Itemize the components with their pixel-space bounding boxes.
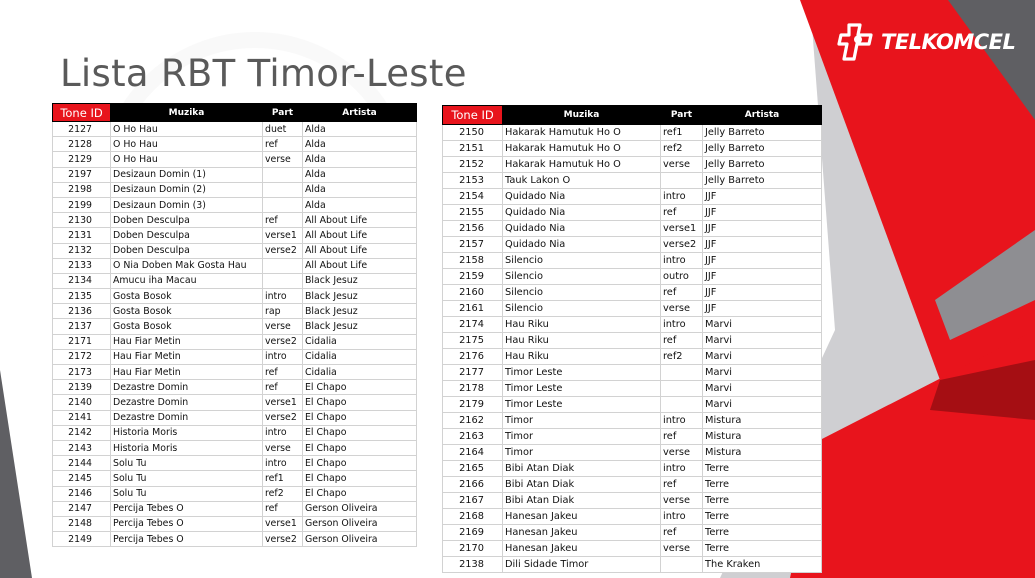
cell-artista: Terre	[703, 477, 822, 493]
cell-muzika: Silencio	[503, 301, 661, 317]
table-row	[443, 429, 822, 445]
cell-artista: Black Jesuz	[303, 319, 417, 334]
cell-tone-id: 2134	[53, 273, 111, 288]
cell-part: verse2	[263, 243, 303, 258]
cell-muzika: Hanesan Jakeu	[503, 509, 661, 525]
table-row	[443, 317, 822, 333]
table-row	[443, 461, 822, 477]
table-row	[443, 301, 822, 317]
cell-artista: Black Jesuz	[303, 304, 417, 319]
cell-part: ref1	[263, 471, 303, 486]
table-row	[443, 365, 822, 381]
cell-part: intro	[263, 349, 303, 364]
cell-muzika: Silencio	[503, 285, 661, 301]
rbt-table-left	[52, 103, 417, 547]
cell-artista: JJF	[703, 189, 822, 205]
table-row	[443, 541, 822, 557]
cell-tone-id: 2128	[53, 137, 111, 152]
cell-muzika: Silencio	[503, 253, 661, 269]
cell-part: verse	[661, 301, 703, 317]
cell-artista: Gerson Oliveira	[303, 516, 417, 531]
cell-tone-id: 2151	[443, 141, 503, 157]
cell-tone-id: 2178	[443, 381, 503, 397]
table-row	[53, 501, 417, 516]
cell-artista: El Chapo	[303, 440, 417, 455]
cell-part: duet	[263, 122, 303, 137]
table-row	[53, 365, 417, 380]
cell-artista: Terre	[703, 493, 822, 509]
cell-part: verse2	[263, 334, 303, 349]
column-header-part: Part	[263, 104, 303, 122]
cell-artista: JJF	[703, 285, 822, 301]
cell-artista: El Chapo	[303, 395, 417, 410]
cell-tone-id: 2136	[53, 304, 111, 319]
cell-muzika: Percija Tebes O	[111, 516, 263, 531]
cell-tone-id: 2140	[53, 395, 111, 410]
cell-artista: Terre	[703, 461, 822, 477]
column-header-part: Part	[661, 106, 703, 125]
cell-part: ref	[661, 205, 703, 221]
cell-tone-id: 2137	[53, 319, 111, 334]
brand-logo	[836, 22, 1015, 62]
page-title: Lista RBT Timor-Leste	[60, 52, 467, 95]
cell-muzika: Timor Leste	[503, 365, 661, 381]
cell-muzika: Quidado Nia	[503, 221, 661, 237]
cell-part: verse	[661, 493, 703, 509]
cell-artista: Black Jesuz	[303, 273, 417, 288]
cell-muzika: Doben Desculpa	[111, 243, 263, 258]
cell-artista: Black Jesuz	[303, 289, 417, 304]
cell-part: rap	[263, 304, 303, 319]
table-row	[443, 493, 822, 509]
cell-part: ref2	[661, 349, 703, 365]
cell-tone-id: 2177	[443, 365, 503, 381]
table-header-row	[443, 106, 822, 125]
table-row	[53, 471, 417, 486]
cell-tone-id: 2159	[443, 269, 503, 285]
table-row	[53, 289, 417, 304]
cell-muzika: O Ho Hau	[111, 137, 263, 152]
cell-muzika: Desizaun Domin (2)	[111, 182, 263, 197]
rbt-table-right	[442, 105, 822, 573]
table-row	[443, 221, 822, 237]
cell-muzika: Quidado Nia	[503, 205, 661, 221]
cell-part: verse	[661, 541, 703, 557]
cell-muzika: Percija Tebes O	[111, 532, 263, 547]
cell-part: intro	[661, 413, 703, 429]
cell-artista: Marvi	[703, 381, 822, 397]
cell-muzika: Desizaun Domin (1)	[111, 167, 263, 182]
cell-tone-id: 2162	[443, 413, 503, 429]
cell-muzika: Desizaun Domin (3)	[111, 197, 263, 212]
cell-artista: El Chapo	[303, 486, 417, 501]
cell-muzika: Bibi Atan Diak	[503, 461, 661, 477]
cell-tone-id: 2143	[53, 440, 111, 455]
table-row	[53, 456, 417, 471]
cell-tone-id: 2153	[443, 173, 503, 189]
cell-part: ref	[661, 285, 703, 301]
cell-artista: Terre	[703, 525, 822, 541]
cell-tone-id: 2165	[443, 461, 503, 477]
cell-tone-id: 2129	[53, 152, 111, 167]
cell-part: ref	[263, 137, 303, 152]
table-row	[53, 304, 417, 319]
cell-tone-id: 2138	[443, 557, 503, 573]
cell-tone-id: 2133	[53, 258, 111, 273]
cell-part: verse	[263, 319, 303, 334]
table-row	[53, 410, 417, 425]
table-row	[53, 197, 417, 212]
cell-muzika: Timor	[503, 413, 661, 429]
cell-artista: Marvi	[703, 333, 822, 349]
cell-artista: Jelly Barreto	[703, 173, 822, 189]
table-row	[443, 125, 822, 141]
cell-part: verse1	[263, 228, 303, 243]
table-row	[443, 477, 822, 493]
cell-tone-id: 2179	[443, 397, 503, 413]
cell-muzika: Gosta Bosok	[111, 319, 263, 334]
table-header-row	[53, 104, 417, 122]
table-row	[53, 122, 417, 137]
cell-muzika: Hau Fiar Metin	[111, 349, 263, 364]
cell-artista: Jelly Barreto	[703, 125, 822, 141]
cell-tone-id: 2168	[443, 509, 503, 525]
cell-muzika: Hanesan Jakeu	[503, 525, 661, 541]
cell-artista: Alda	[303, 197, 417, 212]
telkomcel-cross-icon	[836, 22, 880, 62]
cell-tone-id: 2147	[53, 501, 111, 516]
cell-tone-id: 2135	[53, 289, 111, 304]
cell-artista: Cidalia	[303, 334, 417, 349]
table-row	[443, 413, 822, 429]
cell-part: verse1	[661, 221, 703, 237]
table-row	[443, 205, 822, 221]
cell-part: ref	[263, 365, 303, 380]
cell-artista: All About Life	[303, 228, 417, 243]
cell-muzika: Hau Fiar Metin	[111, 334, 263, 349]
cell-part: intro	[661, 253, 703, 269]
cell-tone-id: 2166	[443, 477, 503, 493]
cell-tone-id: 2161	[443, 301, 503, 317]
table-row	[443, 173, 822, 189]
cell-tone-id: 2149	[53, 532, 111, 547]
cell-artista: The Kraken	[703, 557, 822, 573]
cell-tone-id: 2155	[443, 205, 503, 221]
cell-artista: Alda	[303, 137, 417, 152]
cell-tone-id: 2150	[443, 125, 503, 141]
cell-artista: El Chapo	[303, 471, 417, 486]
table-row	[443, 333, 822, 349]
cell-muzika: Hau Riku	[503, 333, 661, 349]
cell-tone-id: 2132	[53, 243, 111, 258]
cell-muzika: Bibi Atan Diak	[503, 477, 661, 493]
cell-tone-id: 2141	[53, 410, 111, 425]
cell-muzika: Hau Riku	[503, 317, 661, 333]
gray-triangle-left	[0, 370, 32, 578]
cell-tone-id: 2170	[443, 541, 503, 557]
table-row	[443, 157, 822, 173]
cell-artista: JJF	[703, 301, 822, 317]
cell-artista: Jelly Barreto	[703, 157, 822, 173]
table-row	[53, 425, 417, 440]
cell-artista: JJF	[703, 269, 822, 285]
cell-part: ref	[661, 333, 703, 349]
cell-part	[661, 397, 703, 413]
cell-muzika: Solu Tu	[111, 486, 263, 501]
cell-tone-id: 2160	[443, 285, 503, 301]
cell-artista: El Chapo	[303, 410, 417, 425]
table-row	[443, 557, 822, 573]
cell-muzika: Solu Tu	[111, 456, 263, 471]
cell-part: intro	[661, 509, 703, 525]
cell-muzika: Timor Leste	[503, 397, 661, 413]
cell-part: intro	[263, 456, 303, 471]
table-row	[53, 319, 417, 334]
column-header-tone-id: Tone ID	[443, 106, 503, 125]
cell-tone-id: 2172	[53, 349, 111, 364]
cell-tone-id: 2139	[53, 380, 111, 395]
cell-artista: El Chapo	[303, 380, 417, 395]
cell-tone-id: 2131	[53, 228, 111, 243]
cell-part: verse2	[661, 237, 703, 253]
cell-tone-id: 2127	[53, 122, 111, 137]
table-row	[53, 167, 417, 182]
cell-tone-id: 2145	[53, 471, 111, 486]
table-row	[53, 380, 417, 395]
column-header-muzika: Muzika	[111, 104, 263, 122]
cell-artista: Mistura	[703, 429, 822, 445]
cell-part: ref	[263, 380, 303, 395]
table-row	[443, 525, 822, 541]
cell-artista: Cidalia	[303, 365, 417, 380]
cell-muzika: Gosta Bosok	[111, 304, 263, 319]
table-row	[53, 395, 417, 410]
cell-muzika: Dezastre Domin	[111, 380, 263, 395]
cell-muzika: Hanesan Jakeu	[503, 541, 661, 557]
cell-part: ref	[661, 477, 703, 493]
cell-muzika: Quidado Nia	[503, 237, 661, 253]
cell-part: outro	[661, 269, 703, 285]
cell-artista: Terre	[703, 541, 822, 557]
table-row	[53, 486, 417, 501]
table-row	[53, 334, 417, 349]
table-row	[443, 269, 822, 285]
cell-artista: Marvi	[703, 365, 822, 381]
cell-muzika: Historia Moris	[111, 440, 263, 455]
cell-muzika: Hakarak Hamutuk Ho O	[503, 157, 661, 173]
cell-artista: Terre	[703, 509, 822, 525]
cell-part	[263, 197, 303, 212]
table-row	[53, 213, 417, 228]
cell-part: verse2	[263, 410, 303, 425]
cell-part: ref2	[263, 486, 303, 501]
column-header-muzika: Muzika	[503, 106, 661, 125]
cell-artista: JJF	[703, 205, 822, 221]
cell-artista: Mistura	[703, 413, 822, 429]
cell-artista: El Chapo	[303, 456, 417, 471]
brand-name: TELKOMCEL	[881, 30, 1016, 54]
cell-muzika: Hakarak Hamutuk Ho O	[503, 125, 661, 141]
cell-artista: JJF	[703, 237, 822, 253]
cell-tone-id: 2157	[443, 237, 503, 253]
cell-muzika: Hau Riku	[503, 349, 661, 365]
cell-muzika: Amucu iha Macau	[111, 273, 263, 288]
cell-part: ref1	[661, 125, 703, 141]
cell-muzika: Timor Leste	[503, 381, 661, 397]
cell-part: ref	[661, 525, 703, 541]
cell-part: verse	[263, 440, 303, 455]
cell-part: verse2	[263, 532, 303, 547]
cell-muzika: Quidado Nia	[503, 189, 661, 205]
column-header-tone-id: Tone ID	[53, 104, 111, 122]
cell-part: ref	[263, 501, 303, 516]
cell-tone-id: 2175	[443, 333, 503, 349]
cell-muzika: Timor	[503, 445, 661, 461]
cell-part: ref	[263, 213, 303, 228]
cell-muzika: Hau Fiar Metin	[111, 365, 263, 380]
cell-muzika: Timor	[503, 429, 661, 445]
cell-muzika: Historia Moris	[111, 425, 263, 440]
cell-artista: All About Life	[303, 213, 417, 228]
table-row	[443, 397, 822, 413]
table-row	[53, 137, 417, 152]
cell-muzika: Solu Tu	[111, 471, 263, 486]
cell-muzika: O Ho Hau	[111, 152, 263, 167]
column-header-artista: Artista	[703, 106, 822, 125]
cell-tone-id: 2154	[443, 189, 503, 205]
table-row	[443, 253, 822, 269]
cell-part	[263, 167, 303, 182]
cell-part	[263, 273, 303, 288]
table-row	[443, 445, 822, 461]
cell-muzika: Percija Tebes O	[111, 501, 263, 516]
table-row	[443, 141, 822, 157]
cell-muzika: Doben Desculpa	[111, 228, 263, 243]
cell-part	[263, 182, 303, 197]
table-row	[443, 285, 822, 301]
cell-muzika: Gosta Bosok	[111, 289, 263, 304]
cell-muzika: Hakarak Hamutuk Ho O	[503, 141, 661, 157]
cell-muzika: Tauk Lakon O	[503, 173, 661, 189]
cell-muzika: Dezastre Domin	[111, 410, 263, 425]
cell-tone-id: 2176	[443, 349, 503, 365]
cell-part: verse1	[263, 395, 303, 410]
cell-part: verse	[661, 157, 703, 173]
cell-tone-id: 2158	[443, 253, 503, 269]
cell-artista: Gerson Oliveira	[303, 532, 417, 547]
cell-tone-id: 2199	[53, 197, 111, 212]
table-row	[53, 243, 417, 258]
cell-artista: Cidalia	[303, 349, 417, 364]
cell-artista: JJF	[703, 253, 822, 269]
table-row	[53, 349, 417, 364]
cell-tone-id: 2156	[443, 221, 503, 237]
cell-part: ref2	[661, 141, 703, 157]
cell-muzika: Silencio	[503, 269, 661, 285]
cell-tone-id: 2164	[443, 445, 503, 461]
table-row	[53, 440, 417, 455]
cell-artista: Alda	[303, 122, 417, 137]
cell-tone-id: 2197	[53, 167, 111, 182]
table-row	[53, 182, 417, 197]
cell-muzika: Dezastre Domin	[111, 395, 263, 410]
cell-tone-id: 2167	[443, 493, 503, 509]
column-header-artista: Artista	[303, 104, 417, 122]
cell-artista: El Chapo	[303, 425, 417, 440]
cell-tone-id: 2198	[53, 182, 111, 197]
table-row	[443, 349, 822, 365]
cell-artista: Jelly Barreto	[703, 141, 822, 157]
cell-artista: Marvi	[703, 317, 822, 333]
cell-part: intro	[661, 317, 703, 333]
cell-tone-id: 2171	[53, 334, 111, 349]
table-row	[53, 532, 417, 547]
cell-artista: JJF	[703, 221, 822, 237]
cell-tone-id: 2163	[443, 429, 503, 445]
cell-part: intro	[263, 425, 303, 440]
cell-artista: All About Life	[303, 258, 417, 273]
cell-artista: Alda	[303, 167, 417, 182]
cell-part	[661, 557, 703, 573]
cell-part: intro	[661, 461, 703, 477]
cell-artista: All About Life	[303, 243, 417, 258]
cell-tone-id: 2130	[53, 213, 111, 228]
cell-muzika: O Nia Doben Mak Gosta Hau	[111, 258, 263, 273]
cell-muzika: Doben Desculpa	[111, 213, 263, 228]
cell-tone-id: 2142	[53, 425, 111, 440]
cell-part: verse1	[263, 516, 303, 531]
cell-tone-id: 2169	[443, 525, 503, 541]
cell-tone-id: 2174	[443, 317, 503, 333]
table-row	[53, 258, 417, 273]
cell-part	[661, 365, 703, 381]
cell-artista: Alda	[303, 182, 417, 197]
cell-artista: Mistura	[703, 445, 822, 461]
cell-part: ref	[661, 429, 703, 445]
cell-tone-id: 2152	[443, 157, 503, 173]
cell-part: intro	[263, 289, 303, 304]
table-row	[443, 509, 822, 525]
cell-tone-id: 2173	[53, 365, 111, 380]
cell-tone-id: 2146	[53, 486, 111, 501]
table-row	[53, 516, 417, 531]
cell-artista: Marvi	[703, 349, 822, 365]
cell-muzika: O Ho Hau	[111, 122, 263, 137]
cell-tone-id: 2148	[53, 516, 111, 531]
table-row	[443, 189, 822, 205]
table-row	[53, 228, 417, 243]
cell-part: intro	[661, 189, 703, 205]
cell-artista: Alda	[303, 152, 417, 167]
cell-part: verse	[661, 445, 703, 461]
table-row	[53, 152, 417, 167]
table-row	[443, 237, 822, 253]
cell-part	[661, 173, 703, 189]
table-row	[53, 273, 417, 288]
cell-part	[263, 258, 303, 273]
cell-part	[661, 381, 703, 397]
table-row	[443, 381, 822, 397]
cell-muzika: Bibi Atan Diak	[503, 493, 661, 509]
cell-artista: Marvi	[703, 397, 822, 413]
cell-artista: Gerson Oliveira	[303, 501, 417, 516]
cell-part: verse	[263, 152, 303, 167]
cell-tone-id: 2144	[53, 456, 111, 471]
cell-muzika: Dili Sidade Timor	[503, 557, 661, 573]
